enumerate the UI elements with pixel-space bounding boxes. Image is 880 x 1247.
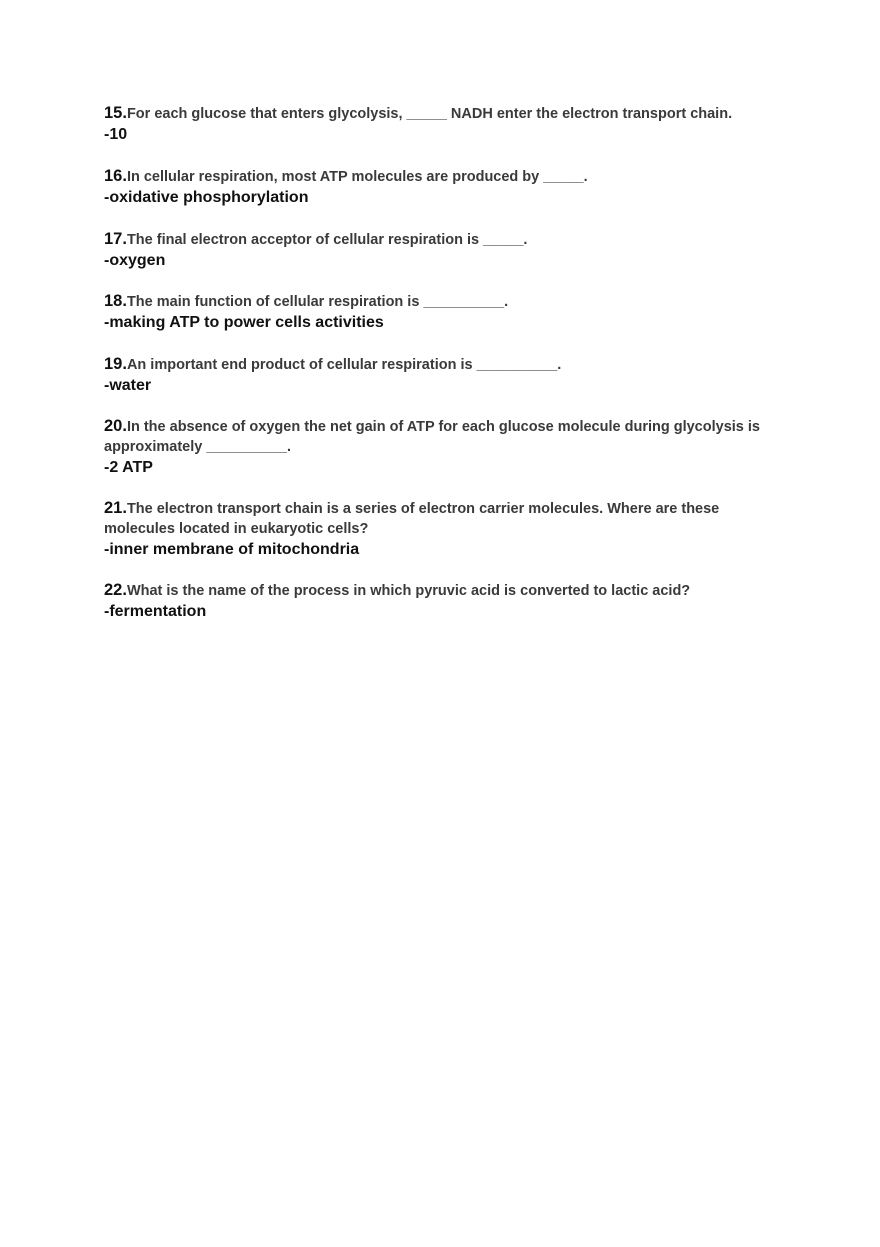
question-15 — [104, 103, 764, 145]
answer-text: -making ATP to power cells activities — [104, 314, 384, 331]
question-22 — [104, 580, 764, 622]
answer-text: -2 ATP — [104, 459, 153, 476]
question-number: 16. — [104, 167, 127, 185]
question-19 — [104, 354, 764, 396]
question-text: 20.In the absence of oxygen the net gain of ATP for each glucose molecule during glycolysis is approximately __________. — [104, 417, 760, 455]
question-number: 22. — [104, 581, 127, 599]
question-text: 21.The electron transport chain is a series of electron carrier molecules. Where are these molecules located in eukaryotic cells? — [104, 499, 720, 537]
question-number: 18. — [104, 292, 127, 310]
answer-text: -fermentation — [104, 603, 207, 620]
question-text: 16.In cellular respiration, most ATP molecules are produced by _____. — [104, 167, 588, 185]
answer-text: -oxygen — [104, 252, 166, 269]
question-21 — [104, 498, 764, 560]
answer-text: -10 — [104, 126, 128, 143]
question-number: 15. — [104, 104, 127, 122]
question-17 — [104, 229, 764, 271]
question-number: 17. — [104, 230, 127, 248]
question-number: 19. — [104, 355, 127, 373]
question-16 — [104, 166, 764, 208]
answer-text: -inner membrane of mitochondria — [104, 541, 360, 558]
question-text: 19.An important end product of cellular respiration is __________. — [104, 355, 562, 373]
question-text: 15.For each glucose that enters glycolysis, _____ NADH enter the electron transport chain. — [104, 104, 733, 122]
answer-text: -water — [104, 377, 152, 394]
question-20 — [104, 416, 764, 478]
answer-text: -oxidative phosphorylation — [104, 189, 309, 206]
question-text: 18.The main function of cellular respiration is __________. — [104, 292, 509, 310]
question-18 — [104, 291, 764, 333]
question-number: 20. — [104, 417, 127, 435]
question-number: 21. — [104, 499, 127, 517]
question-text: 17.The final electron acceptor of cellular respiration is _____. — [104, 230, 528, 248]
question-text: 22.What is the name of the process in which pyruvic acid is converted to lactic acid? — [104, 581, 691, 599]
